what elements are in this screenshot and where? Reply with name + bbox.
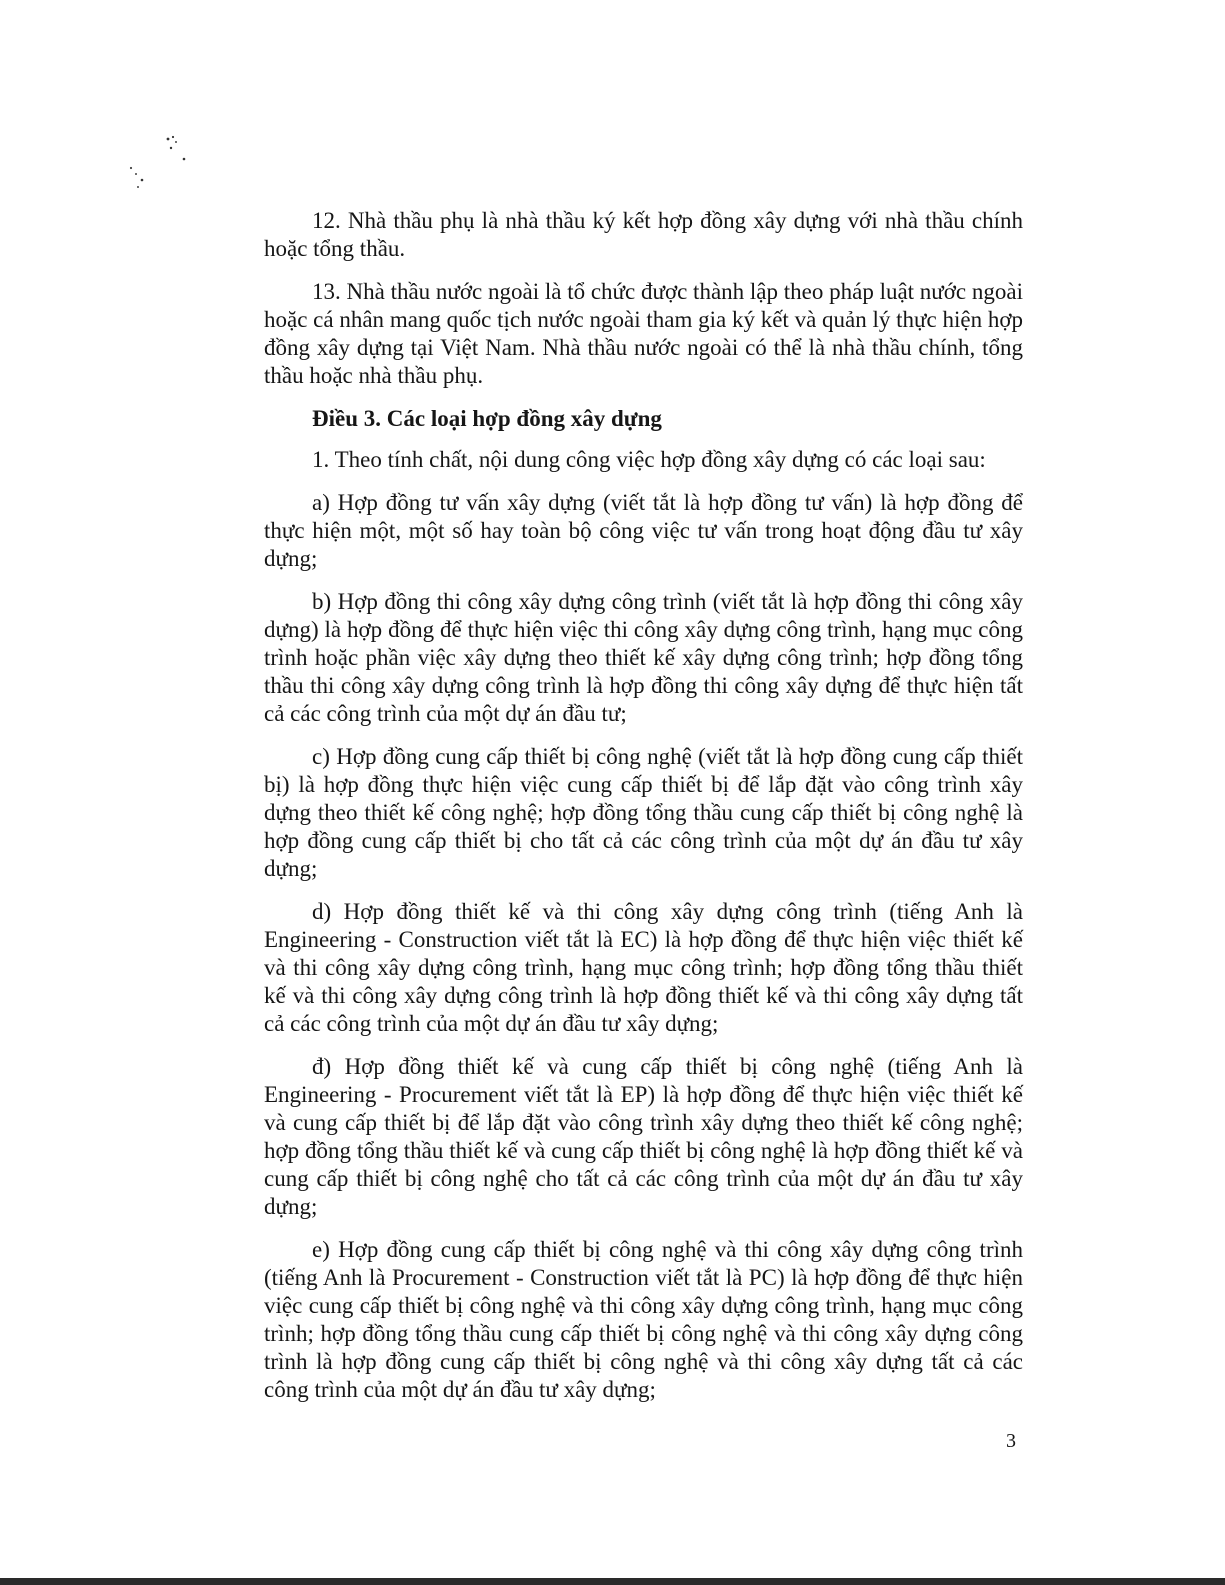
paragraph-item-dd: đ) Hợp đồng thiết kế và cung cấp thiết bị công nghệ (tiếng Anh là Engineering - Procurement viết tắt là EP) là hợp đồng để thực hiện việc thiết kế và cung cấp thiết bị để lắp đặt vào công trình xây dựng theo thiết kế công nghệ; hợp đồng tổng thầu thiết kế và cung cấp thiết bị công nghệ là hợp đồng thiết kế và cung cấp thiết bị công nghệ cho tất cả các công trình của một dự án đầu tư xây dựng; bbox=[264, 1054, 1023, 1219]
document-body bbox=[264, 207, 1023, 1419]
paragraph-item-d: d) Hợp đồng thiết kế và thi công xây dựng công trình (tiếng Anh là Engineering - Construction viết tắt là EC) là hợp đồng để thực hiện việc thiết kế và thi công xây dựng công trình, hạng mục công trình; hợp đồng tổng thầu thiết kế và thi công xây dựng công trình là hợp đồng thiết kế và thi công xây dựng tất cả các công trình của một dự án đầu tư xây dựng; bbox=[264, 899, 1023, 1036]
paragraph-item-b: b) Hợp đồng thi công xây dựng công trình (viết tắt là hợp đồng thi công xây dựng) là hợp đồng để thực hiện việc thi công xây dựng công trình, hạng mục công trình hoặc phần việc xây dựng theo thiết kế xây dựng công trình; hợp đồng tổng thầu thi công xây dựng công trình là hợp đồng thi công xây dựng để thực hiện tất cả các công trình của một dự án đầu tư; bbox=[264, 589, 1023, 726]
scan-bottom-edge bbox=[0, 1578, 1225, 1585]
page-number: 3 bbox=[1006, 1430, 1016, 1452]
article-3-heading: Điều 3. Các loại hợp đồng xây dựng bbox=[312, 406, 662, 431]
scan-speck-mark bbox=[125, 128, 195, 198]
paragraph-clause-13: 13. Nhà thầu nước ngoài là tổ chức được thành lập theo pháp luật nước ngoài hoặc cá nhân mang quốc tịch nước ngoài tham gia ký kết và quản lý thực hiện hợp đồng xây dựng tại Việt Nam. Nhà thầu nước ngoài có thể là nhà thầu chính, tổng thầu hoặc nhà thầu phụ. bbox=[264, 279, 1023, 388]
paragraph-clause-12: 12. Nhà thầu phụ là nhà thầu ký kết hợp đồng xây dựng với nhà thầu chính hoặc tổng thầu. bbox=[264, 208, 1023, 261]
paragraph-item-c: c) Hợp đồng cung cấp thiết bị công nghệ (viết tắt là hợp đồng cung cấp thiết bị) là hợp đồng thực hiện việc cung cấp thiết bị để lắp đặt vào công trình xây dựng theo thiết kế công nghệ; hợp đồng tổng thầu cung cấp thiết bị công nghệ là hợp đồng cung cấp thiết bị cho tất cả các công trình của một dự án đầu tư xây dựng; bbox=[264, 744, 1023, 881]
paragraph-article-3-item-1: 1. Theo tính chất, nội dung công việc hợp đồng xây dựng có các loại sau: bbox=[312, 447, 986, 472]
paragraph-item-a: a) Hợp đồng tư vấn xây dựng (viết tắt là hợp đồng tư vấn) là hợp đồng để thực hiện một, một số hay toàn bộ công việc tư vấn trong hoạt động đầu tư xây dựng; bbox=[264, 490, 1023, 571]
paragraph-item-e: e) Hợp đồng cung cấp thiết bị công nghệ và thi công xây dựng công trình (tiếng Anh là Procurement - Construction viết tắt là PC) là hợp đồng để thực hiện việc cung cấp thiết bị công nghệ và thi công xây dựng công trình, hạng mục công trình; hợp đồng tổng thầu cung cấp thiết bị công nghệ và thi công xây dựng công trình là hợp đồng cung cấp thiết bị công nghệ và thi công xây dựng tất cả các công trình của một dự án đầu tư xây dựng; bbox=[264, 1237, 1023, 1402]
